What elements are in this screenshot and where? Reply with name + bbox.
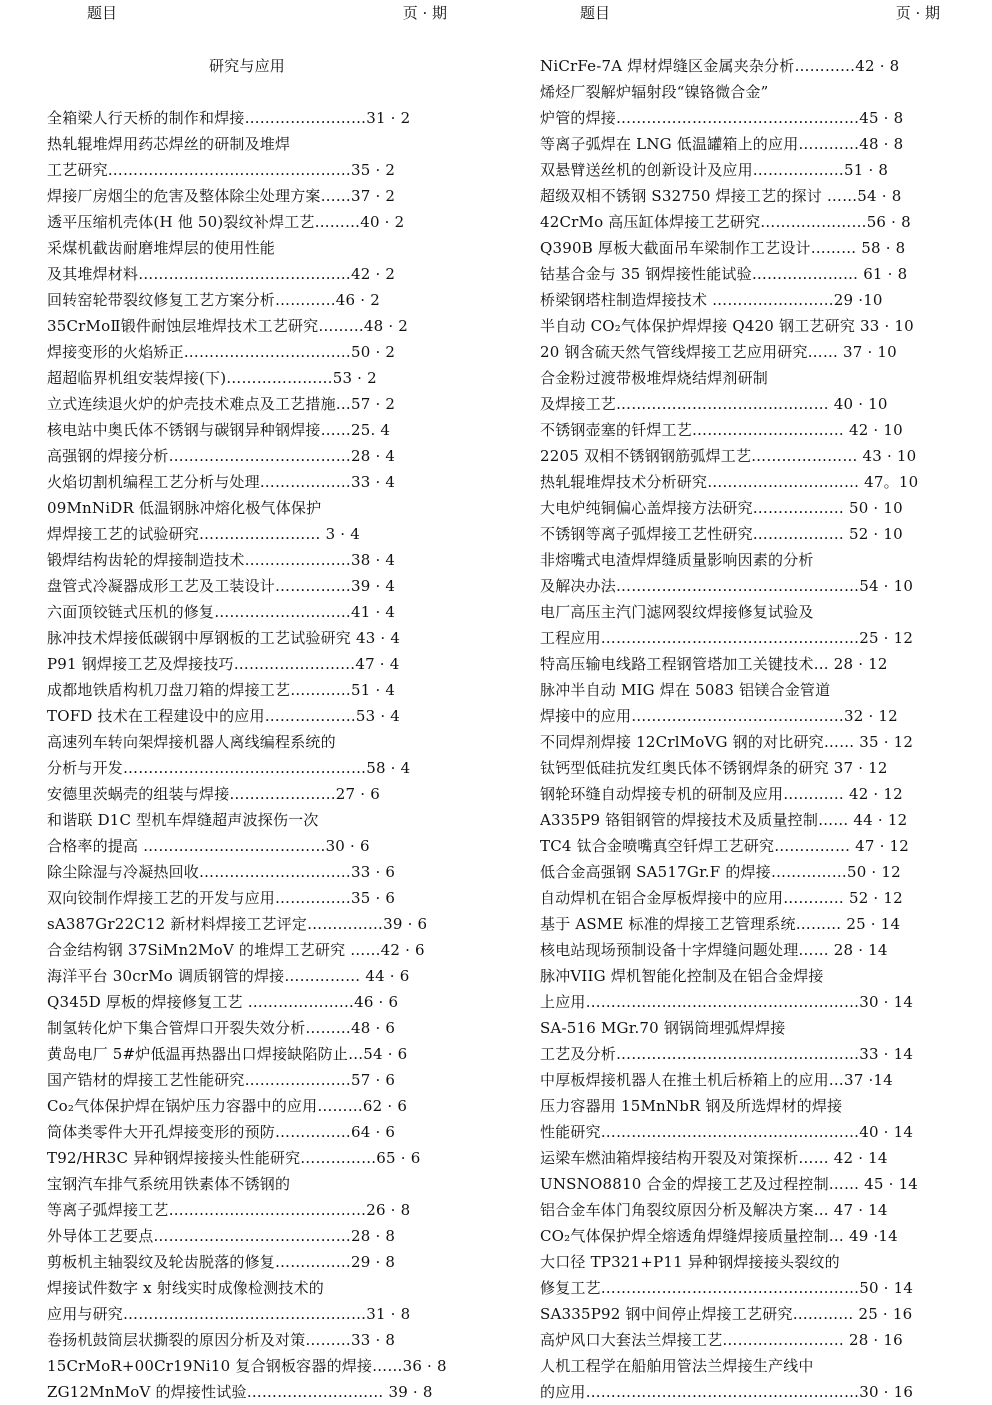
index-entry-line: 基于 ASME 标准的焊接工艺管理系统……… 25 · 14 [540,915,901,933]
index-entry-line: 应用与研究…………………………………………31 · 8 [47,1305,411,1323]
index-entry-line: 15CrMoR+00Cr19Ni10 复合钢板容器的焊接……36 · 8 [47,1357,447,1375]
index-entry-line: 性能研究……………………………………………40 · 14 [540,1123,914,1141]
index-entry-line: 核电站中奥氏体不锈钢与碳钢异种钢焊接……25. 4 [47,421,391,439]
index-entry-line: SA335P92 钢中间停止焊接工艺研究………… 25 · 16 [540,1305,913,1323]
index-entry-line: 焊接试件数字 x 射线实时成像检测技术的 [47,1279,324,1297]
left-column-header [47,0,447,26]
index-entry-line: 电厂高压主汽门滤网裂纹焊接修复试验及 [540,603,814,621]
index-entry-line: 采煤机截齿耐磨堆焊层的使用性能 [47,239,276,257]
index-entry-line: 脉冲半自动 MIG 焊在 5083 铝镁合金管道 [540,681,831,699]
index-entry-line: 热轧辊堆焊用药芯焊丝的研制及堆焊 [47,135,291,153]
index-entry-line: 09MnNiDR 低温钢脉冲熔化极气体保护 [47,499,322,517]
index-entry-line: 立式连续退火炉的炉壳技术难点及工艺措施…57 · 2 [47,395,396,413]
index-entry-line: TC4 钛合金喷嘴真空钎焊工艺研究…………… 47 · 12 [540,837,910,855]
index-entry-line: 透平压缩机壳体(H 他 50)裂纹补焊工艺………40 · 2 [47,213,405,231]
index-entry-line: 盘管式冷凝器成形工艺及工装设计……………39 · 4 [47,577,396,595]
index-entry-line: 合金结构钢 37SiMn2MoV 的堆焊工艺研究 ……42 · 6 [47,941,425,959]
index-entry-line: 制氢转化炉下集合管焊口开裂失效分析………48 · 6 [47,1019,396,1037]
index-entry-line: 钴基合金与 35 钢焊接性能试验………………… 61 · 8 [540,265,908,283]
index-entry-line: 工程应用……………………………………………25 · 12 [540,629,914,647]
index-entry-line: 不同焊剂焊接 12CrlMoVG 钢的对比研究…… 35 · 12 [540,733,914,751]
index-entry-line: 成都地铁盾构机刀盘刀箱的焊接工艺…………51 · 4 [47,681,396,699]
index-entry-line: 核电站现场预制设备十字焊缝问题处理…… 28 · 14 [540,941,888,959]
index-entry-line: 剪板机主轴裂纹及轮齿脱落的修复……………29 · 8 [47,1253,396,1271]
index-entry-line: 及解决办法…………………………………………54 · 10 [540,577,914,595]
index-entry-line: P91 钢焊接工艺及焊接技巧……………………47 · 4 [47,655,400,673]
index-entry-line: 高速列车转向架焊接机器人离线编程系统的 [47,733,336,751]
index-entry-line: 上应用………………………………………………30 · 14 [540,993,914,1011]
index-entry-line: 脉冲技术焊接低碳钢中厚钢板的工艺试验研究 43 · 4 [47,629,401,647]
index-entry-line: 焊接中的应用……………………………………32 · 12 [540,707,898,725]
left-entry-list [47,105,447,1405]
index-entry-line: 脉冲VIIG 焊机智能化控制及在铝合金焊接 [540,967,824,985]
index-entry-line: 全箱梁人行天桥的制作和焊接……………………31 · 2 [47,109,411,127]
index-entry-line: 超级双相不锈钢 S32750 焊接工艺的探讨 ……54 · 8 [540,187,902,205]
index-entry-line: 火焰切割机编程工艺分析与处理………………33 · 4 [47,473,396,491]
index-entry-line: TOFD 技术在工程建设中的应用………………53 · 4 [47,707,401,725]
index-entry-line: 合格率的提高 ………………………………30 · 6 [47,837,370,855]
index-entry-line: 的应用………………………………………………30 · 16 [540,1383,914,1401]
index-entry-line: 炉管的焊接…………………………………………45 · 8 [540,109,904,127]
index-entry-line: CO₂气体保护焊全熔透角焊缝焊接质量控制… 49 ·14 [540,1227,898,1245]
index-entry-line: 超超临界机组安装焊接(下)…………………53 · 2 [47,369,377,387]
index-entry-line: 42CrMo 高压缸体焊接工艺研究…………………56 · 8 [540,213,911,231]
index-entry-line: 宝钢汽车排气系统用铁素体不锈钢的 [47,1175,291,1193]
index-entry-line: 20 钢含硫天然气管线焊接工艺应用研究…… 37 · 10 [540,343,897,361]
index-entry-line: 运梁车燃油箱焊接结构开裂及对策探析…… 42 · 14 [540,1149,888,1167]
index-entry-line: sA387Gr22C12 新材料焊接工艺评定……………39 · 6 [47,915,428,933]
index-entry-line: 安德里茨蜗壳的组装与焊接…………………27 · 6 [47,785,380,803]
index-entry-line: 高炉风口大套法兰焊接工艺…………………… 28 · 16 [540,1331,903,1349]
index-entry-line: 特高压输电线路工程钢管塔加工关键技术… 28 · 12 [540,655,888,673]
index-entry-line: 等离子弧焊在 LNG 低温罐箱上的应用…………48 · 8 [540,135,904,153]
index-entry-line: 烯烃厂裂解炉辐射段“镍铬微合金” [540,83,769,101]
index-entry-line: 除尘除湿与冷凝热回收…………………………33 · 6 [47,863,396,881]
index-entry-line: 卷扬机鼓筒层状撕裂的原因分析及对策………33 · 8 [47,1331,396,1349]
right-column-header [540,0,940,26]
header-page-issue-label: 页 · 期 [895,4,940,22]
index-entry-line: 半自动 CO₂气体保护焊焊接 Q420 钢工艺研究 33 · 10 [540,317,914,335]
index-entry-line: 分析与开发…………………………………………58 · 4 [47,759,411,777]
index-entry-line: 及其堆焊材料……………………………………42 · 2 [47,265,396,283]
index-entry-line: Q390B 厚板大截面吊车梁制作工艺设计……… 58 · 8 [540,239,906,257]
left-column [47,0,447,1405]
index-entry-line: 铝合金车体门角裂纹原因分析及解决方案… 47 · 14 [540,1201,888,1219]
index-entry-line: 等离子弧焊接工艺…………………………………26 · 8 [47,1201,411,1219]
index-entry-line: 六面顶铰链式压机的修复………………………41 · 4 [47,603,396,621]
index-entry-line: 焊接变形的火焰矫正……………………………50 · 2 [47,343,396,361]
index-entry-line: T92/HR3C 异种钢焊接接头性能研究……………65 · 6 [47,1149,421,1167]
index-entry-line: 热轧辊堆焊技术分析研究………………………… 47。10 [540,473,919,491]
index-entry-line: 人机工程学在船舶用管法兰焊接生产线中 [540,1357,814,1375]
index-entry-line: 桥梁钢塔柱制造焊接技术 ……………………29 ·10 [540,291,883,309]
index-entry-line: 非熔嘴式电渣焊焊缝质量影响因素的分析 [540,551,814,569]
index-entry-line: 大电炉纯铜偏心盖焊接方法研究……………… 50 · 10 [540,499,903,517]
index-entry-line: 回转窑轮带裂纹修复工艺方案分析…………46 · 2 [47,291,380,309]
index-entry-line: 压力容器用 15MnNbR 钢及所选焊材的焊接 [540,1097,843,1115]
index-entry-line: Co₂气体保护焊在锅炉压力容器中的应用………62 · 6 [47,1097,408,1115]
right-entry-list [540,53,940,1405]
index-entry-line: 2205 双相不锈钢钢筋弧焊工艺………………… 43 · 10 [540,447,917,465]
index-entry-line: 大口径 TP321+P11 异种钢焊接接头裂纹的 [540,1253,840,1271]
index-entry-line: 焊接厂房烟尘的危害及整体除尘处理方案……37 · 2 [47,187,396,205]
index-entry-line: A335P9 铬钼钢管的焊接技术及质量控制…… 44 · 12 [540,811,908,829]
index-entry-line: 修复工艺……………………………………………50 · 14 [540,1279,914,1297]
index-entry-line: 钛钙型低硅抗发红奥氏体不锈钢焊条的研究 37 · 12 [540,759,888,777]
index-entry-line: 工艺研究…………………………………………35 · 2 [47,161,396,179]
index-entry-line: 及焊接工艺…………………………………… 40 · 10 [540,395,888,413]
index-entry-line: 黄岛电厂 5#炉低温再热器出口焊接缺陷防止…54 · 6 [47,1045,408,1063]
index-entry-line: 双向铰制作焊接工艺的开发与应用……………35 · 6 [47,889,396,907]
index-entry-line: 国产锆材的焊接工艺性能研究…………………57 · 6 [47,1071,396,1089]
index-entry-line: 焊焊接工艺的试验研究…………………… 3 · 4 [47,525,360,543]
index-entry-line: NiCrFe-7A 焊材焊缝区金属夹杂分析…………42 · 8 [540,57,900,75]
index-entry-line: 钢轮环缝自动焊接专机的研制及应用………… 42 · 12 [540,785,903,803]
index-entry-line: 双悬臂送丝机的创新设计及应用………………51 · 8 [540,161,889,179]
index-entry-line: 筒体类零件大开孔焊接变形的预防……………64 · 6 [47,1123,396,1141]
index-entry-line: 自动焊机在铝合金厚板焊接中的应用………… 52 · 12 [540,889,903,907]
header-title-label: 题目 [580,4,611,22]
index-entry-line: ZG12MnMoV 的焊接性试验……………………… 39 · 8 [47,1383,433,1401]
index-entry-line: SA-516 MGr.70 钢锅筒埋弧焊焊接 [540,1019,786,1037]
index-entry-line: 35CrMoⅡ锻件耐蚀层堆焊技术工艺研究………48 · 2 [47,317,409,335]
section-title: 研究与应用 [208,57,285,75]
index-entry-line: 中厚板焊接机器人在推土机后桥箱上的应用…37 ·14 [540,1071,893,1089]
index-entry-line: 外导体工艺要点…………………………………28 · 8 [47,1227,396,1245]
index-entry-line: 工艺及分析…………………………………………33 · 14 [540,1045,914,1063]
index-entry-line: 合金粉过渡带极堆焊烧结焊剂研制 [540,369,769,387]
index-entry-line: 和谐联 D1C 型机车焊缝超声波探伤一次 [47,811,319,829]
index-entry-line: 不锈钢等离子弧焊接工艺性研究……………… 52 · 10 [540,525,903,543]
header-title-label: 题目 [87,4,118,22]
right-column [540,0,940,1405]
index-entry-line: UNSNO8810 合金的焊接工艺及过程控制…… 45 · 14 [540,1175,919,1193]
index-entry-line: 海洋平台 30crMo 调质钢管的焊接…………… 44 · 6 [47,967,410,985]
index-entry-line: 锻焊结构齿轮的焊接制造技术…………………38 · 4 [47,551,396,569]
header-page-issue-label: 页 · 期 [402,4,447,22]
index-entry-line: 低合金高强钢 SA517Gr.F 的焊接……………50 · 12 [540,863,901,881]
index-entry-line: 不锈钢壶塞的钎焊工艺………………………… 42 · 10 [540,421,903,439]
index-entry-line: Q345D 厚板的焊接修复工艺 …………………46 · 6 [47,993,399,1011]
index-entry-line: 高强钢的焊接分析………………………………28 · 4 [47,447,396,465]
